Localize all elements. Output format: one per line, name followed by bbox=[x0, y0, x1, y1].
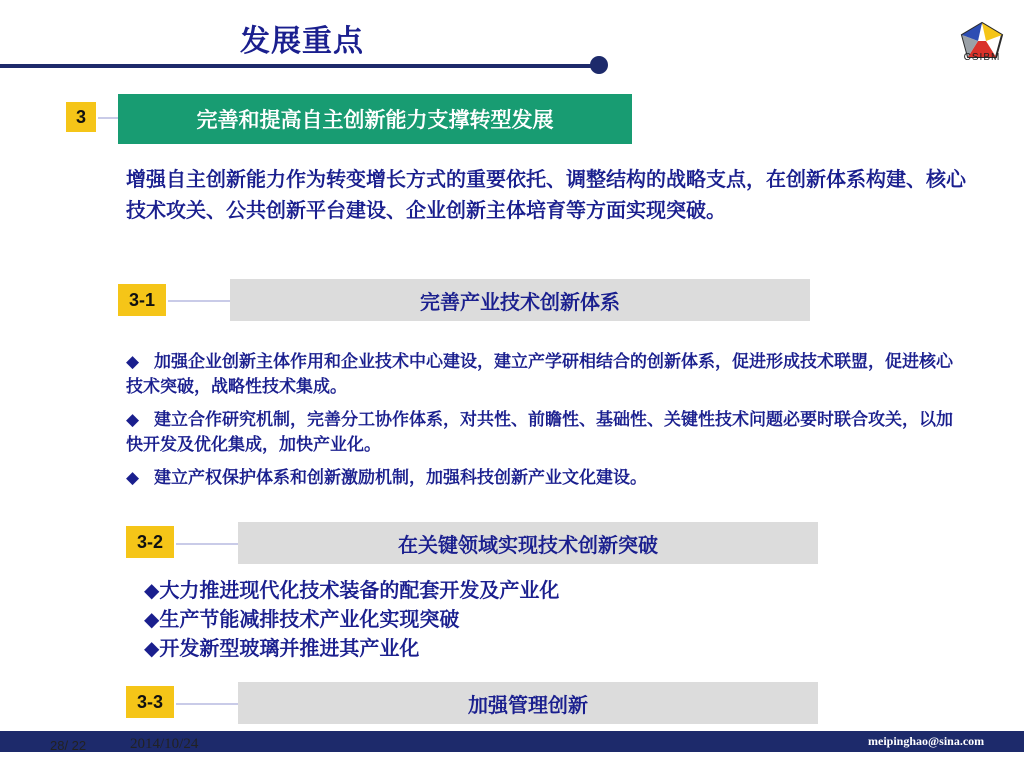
list-item: ◆开发新型玻璃并推进其产业化 bbox=[144, 636, 420, 660]
diamond-bullet-icon: ◆ bbox=[144, 636, 160, 660]
logo-text: CSIBM bbox=[963, 52, 1001, 63]
page-title: 发展重点 bbox=[240, 24, 364, 59]
title-divider bbox=[0, 64, 598, 68]
list-item: ◆ 建立产权保护体系和创新激励机制，加强科技创新产业文化建设。 bbox=[126, 466, 966, 491]
subsection-connector bbox=[168, 300, 230, 302]
diamond-bullet-icon: ◆ bbox=[126, 468, 140, 488]
title-divider-dot bbox=[590, 56, 608, 74]
subsection-heading-3-3: 加强管理创新 bbox=[238, 682, 818, 724]
subsection-heading-3-2: 在关键领域实现技术创新突破 bbox=[238, 522, 818, 564]
list-item: ◆生产节能减排技术产业化实现突破 bbox=[144, 607, 460, 631]
page-number: 28/ 22 bbox=[50, 738, 87, 753]
section-heading-3: 完善和提高自主创新能力支撑转型发展 bbox=[118, 94, 632, 144]
section-connector bbox=[98, 117, 118, 119]
list-item: ◆ 加强企业创新主体作用和企业技术中心建设，建立产学研相结合的创新体系，促进形成技术联盟，促进核心技术突破，战略性技术集成。 bbox=[126, 352, 953, 397]
section-intro: 增强自主创新能力作为转变增长方式的重要依托、调整结构的战略支点，在创新体系构建、核心技术攻关、公共创新平台建设、企业创新主体培育等方面实现突破。 bbox=[126, 167, 966, 222]
subsection-tag-3-1: 3-1 bbox=[118, 284, 166, 316]
subsection-connector bbox=[176, 703, 238, 705]
subsection-connector bbox=[176, 543, 238, 545]
diamond-bullet-icon: ◆ bbox=[144, 578, 160, 602]
subsection-heading-3-1: 完善产业技术创新体系 bbox=[230, 279, 810, 321]
diamond-bullet-icon: ◆ bbox=[144, 607, 160, 631]
diamond-bullet-icon: ◆ bbox=[126, 410, 140, 430]
diamond-bullet-icon: ◆ bbox=[126, 352, 140, 372]
subsection-3-2-list bbox=[144, 576, 844, 663]
subsection-tag-3-3: 3-3 bbox=[126, 686, 174, 718]
subsection-3-1-list bbox=[126, 350, 966, 499]
section-tag-3: 3 bbox=[66, 102, 96, 132]
list-item: ◆大力推进现代化技术装备的配套开发及产业化 bbox=[144, 578, 560, 602]
footer-date: 2014/10/24 bbox=[130, 736, 199, 752]
list-item: ◆ 建立合作研究机制，完善分工协作体系，对共性、前瞻性、基础性、关键性技术问题必要时联合攻关，以加快开发及优化集成，加快产业化。 bbox=[126, 410, 953, 455]
footer-email: meipinghao@sina.com bbox=[868, 734, 985, 748]
subsection-tag-3-2: 3-2 bbox=[126, 526, 174, 558]
